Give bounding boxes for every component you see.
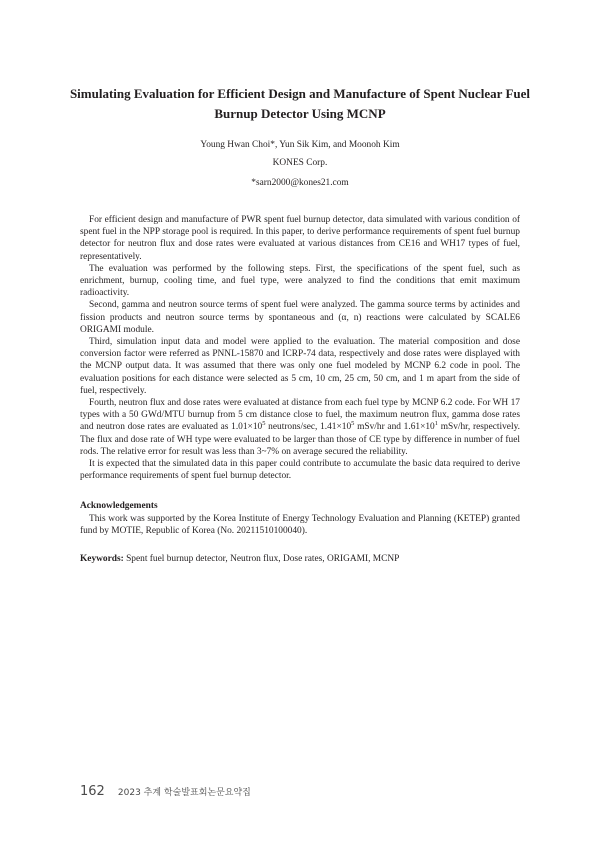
paper-title: Simulating Evaluation for Efficient Design and Manufacture of Spent Nuclear Fuel Burnup Detector Using MCNP: [69, 86, 531, 121]
paragraph-conclusion: It is expected that the simulated data in this paper could contribute to accumulate the basic data required to derive performance requirements of spent fuel burnup detector.: [80, 459, 520, 482]
journal-name: 2023 추계 학술발표회논문요약집: [117, 788, 251, 798]
keywords-label: Keywords:: [80, 554, 124, 565]
p5-text-a: Fourth, neutron flux and dose rates were evaluated at distance from each fuel type by MCNP 6.2 code. For WH 17 types with a 50 GWd/MTU burnup from 5 cm distance close to fuel, the maximum neutron flux, gamma dose rates and neutron dose rates are evaluated as 1.01×10: [80, 398, 520, 433]
acknowledgements-text: This work was supported by the Korea Institute of Energy Technology Evaluation and Planning (KETEP) granted fund by MOTIE, Republic of Korea (No. 20211510100040).: [80, 513, 520, 536]
abstract-body: [80, 214, 520, 565]
keywords-line: [80, 553, 520, 565]
author-list: Young Hwan Choi*, Yun Sik Kim, and Moonoh Kim: [200, 140, 400, 150]
paragraph-step-3: Third, simulation input data and model were applied to the evaluation. The material composition and dose conversion factor were referred as PNNL-15870 and ICRP-74 data, respectively and dose rates were displayed with the MCNP output data. It was assumed that there was only one fuel modeled by MCNP 6.2 code in pool. The evaluation positions for each distance were selected as 5 cm, 10 cm, 25 cm, 50 cm, and 1 m apart from the side of fuel, respectively.: [80, 337, 520, 396]
exponent: 5: [262, 420, 266, 428]
paragraph-intro: For efficient design and manufacture of PWR spent fuel burnup detector, data simulated with various condition of spent fuel in the NPP storage pool is required. In this paper, to derive performance requirements of spent fuel burnup detector for neutron flux and dose rates were evaluated at various distances from CE16 and WH17 types of fuel, representatively.: [80, 215, 520, 262]
exponent: 1: [434, 420, 438, 428]
page-number: 162: [80, 784, 105, 799]
acknowledgements-heading: Acknowledgements: [80, 501, 158, 512]
p5-text-c: mSv/hr and 1.61×10: [354, 422, 435, 433]
p5-text-d: mSv/hr, respectively. The flux and dose rate of WH type were evaluated to be larger than those of CE type by difference in number of fuel rods. The relative error for result was less than 3~7% on average secured the reliability.: [80, 422, 520, 457]
keywords-text: Spent fuel burnup detector, Neutron flux, Dose rates, ORIGAMI, MCNP: [123, 554, 400, 565]
page-footer: [80, 780, 251, 799]
p5-text-b: neutrons/sec, 1.41×10: [265, 422, 352, 433]
paragraph-step-1: The evaluation was performed by the following steps. First, the specifications of the spent fuel, such as enrichment, burnup, cooling time, and fuel type, were analyzed to find the conditions that emit maximum radioactivity.: [80, 263, 520, 299]
paragraph-step-2: Second, gamma and neutron source terms of spent fuel were analyzed. The gamma source terms by actinides and fission products and neutron source terms by spontaneous and (α, n) reactions were calculated by SCALE6 ORIGAMI module.: [80, 300, 520, 335]
exponent: 5: [351, 420, 355, 428]
paragraph-step-4: [80, 397, 520, 458]
contact-email: *sarn2000@kones21.com: [251, 178, 349, 188]
affiliation: KONES Corp.: [272, 158, 328, 168]
